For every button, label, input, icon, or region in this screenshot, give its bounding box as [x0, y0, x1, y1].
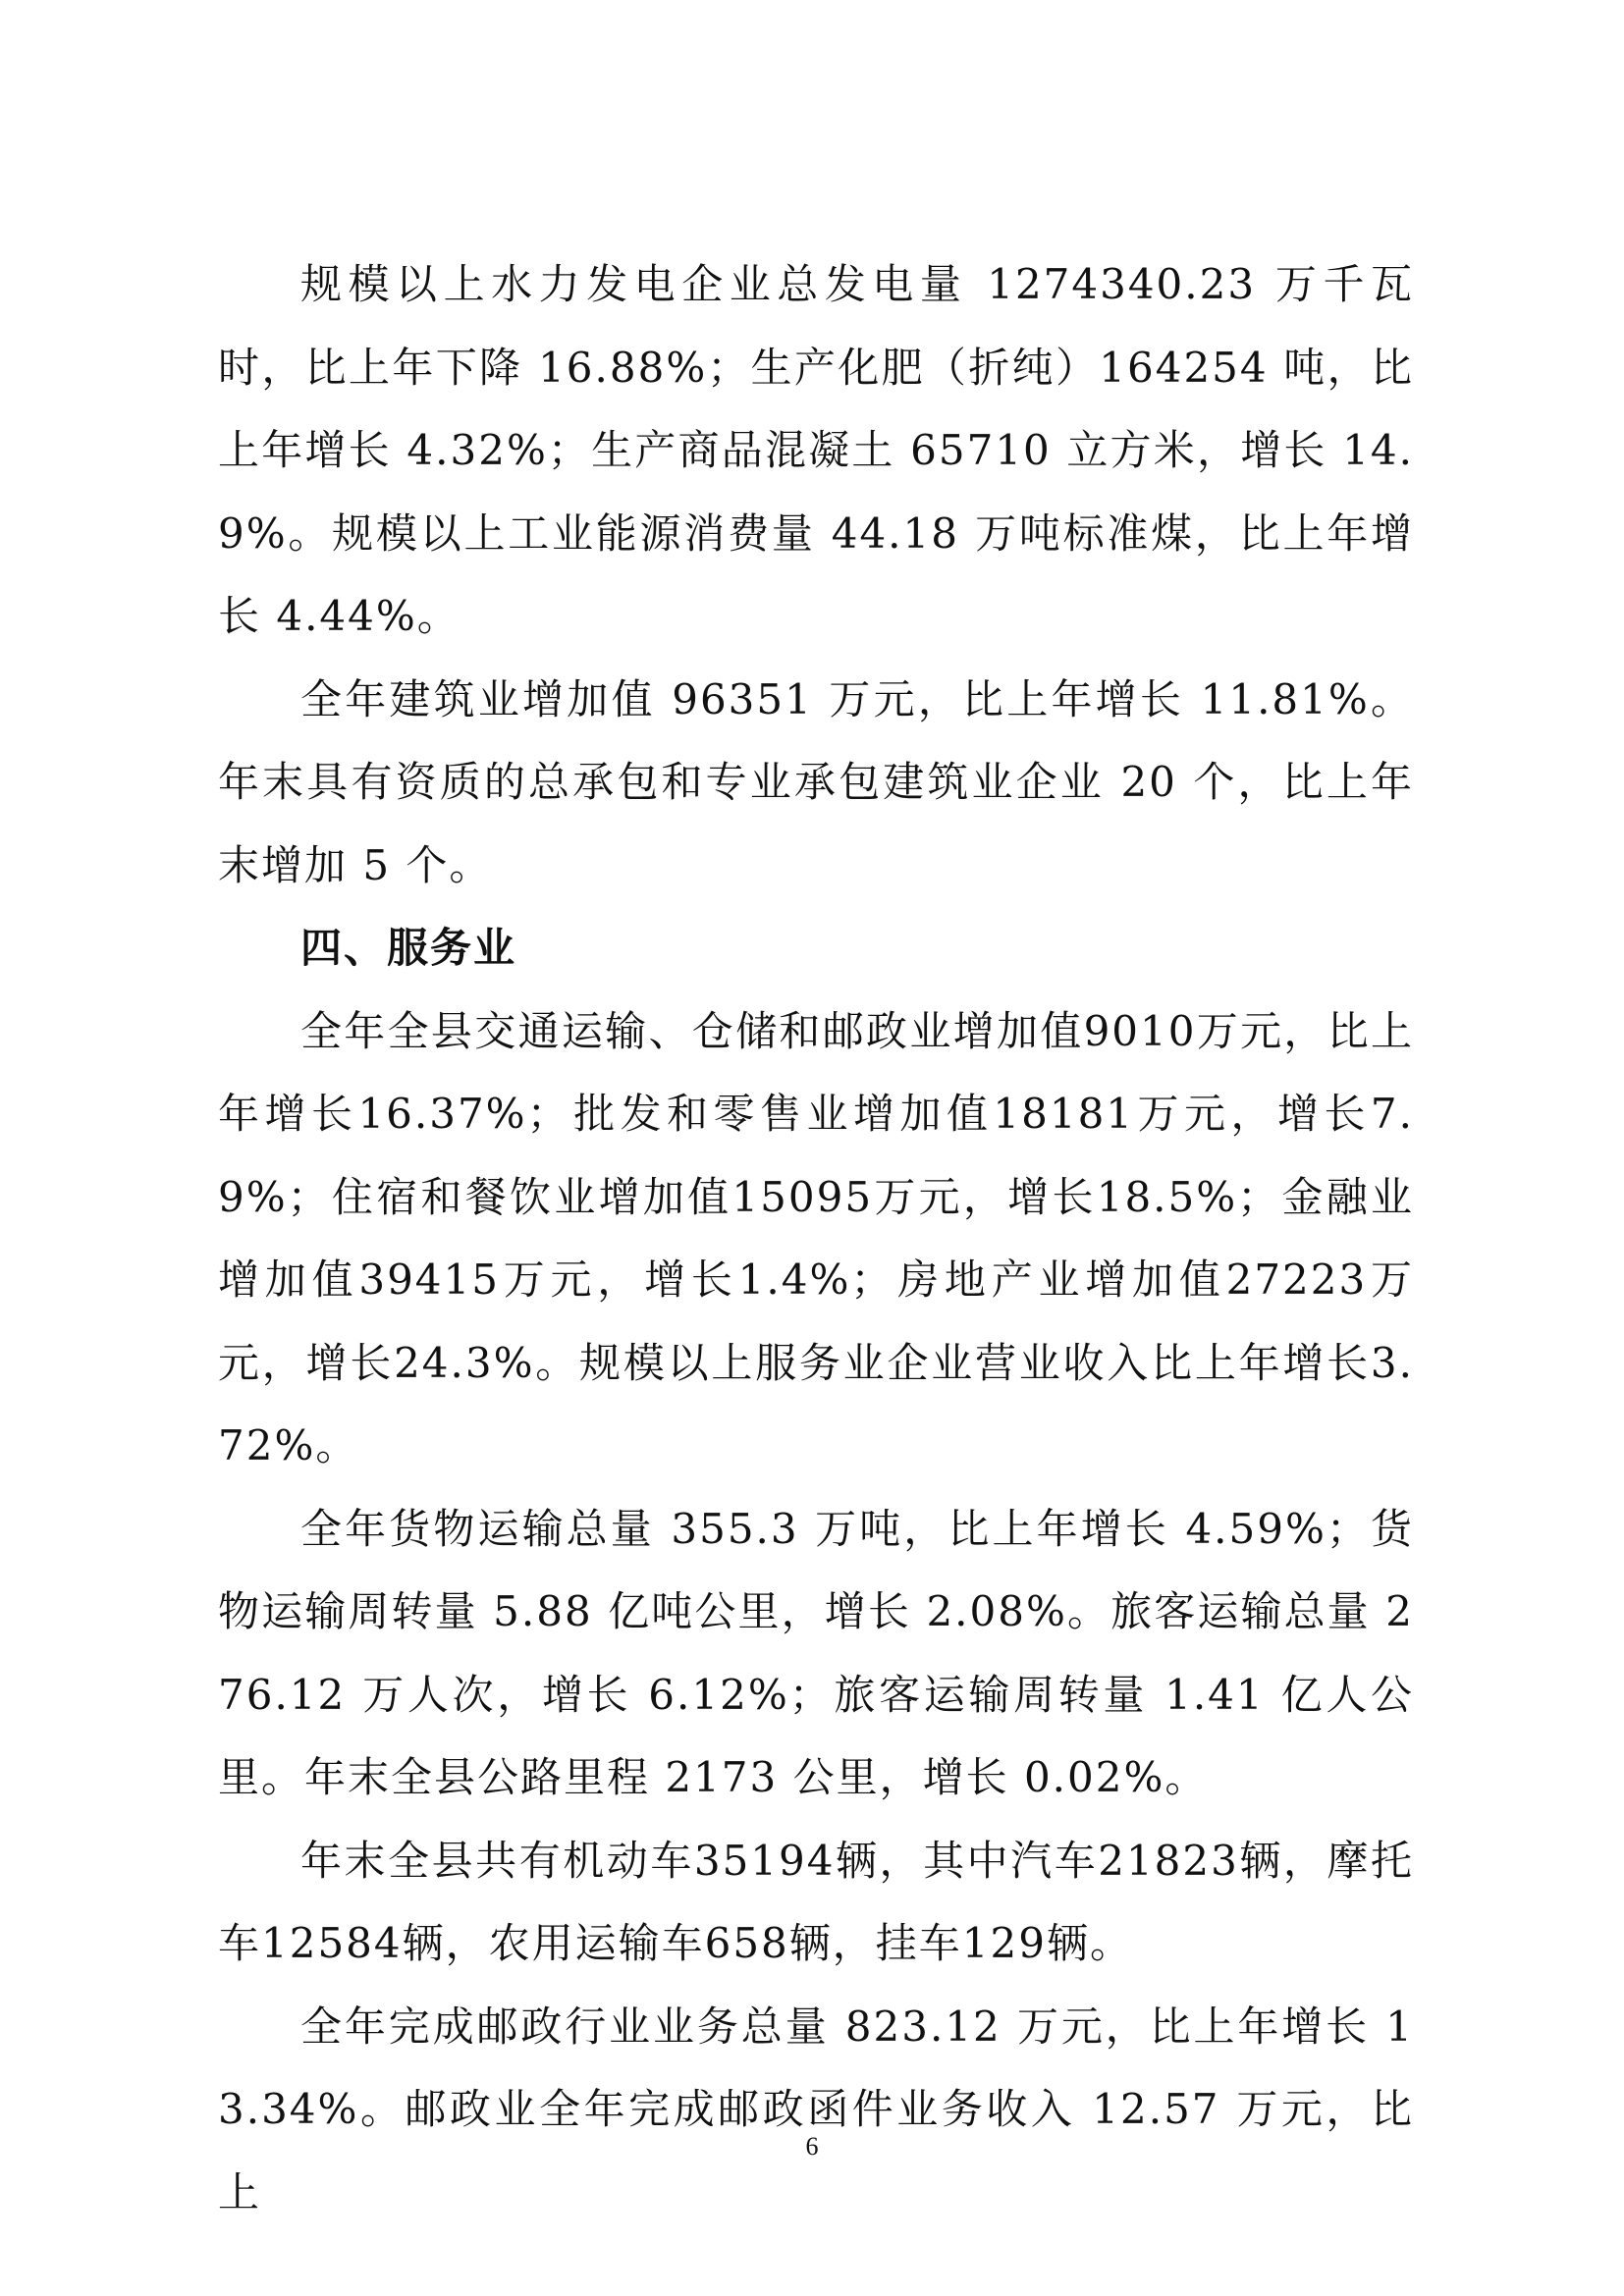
page-number: 6: [805, 2132, 819, 2161]
paragraph-industry-output: 规模以上水力发电企业总发电量 1274340.23 万千瓦时，比上年下降 16.88%；生产化肥（折纯）164254 吨，比上年增长 4.32%；生产商品混凝土 65710 立方米，增长 14.9%。规模以上工业能源消费量 44.18 万吨标准煤，比上年增长 4.44%。: [218, 260, 1414, 640]
paragraph-construction: 全年建筑业增加值 96351 万元，比上年增长 11.81%。年末具有资质的总承包和专业承包建筑业企业 20 个，比上年末增加 5 个。: [218, 674, 1414, 889]
paragraph-motor-vehicles: 年末全县共有机动车35194辆，其中汽车21823辆，摩托车12584辆，农用运输车658辆，挂车129辆。: [218, 1836, 1414, 1967]
paragraph-postal: 全年完成邮政行业业务总量 823.12 万元，比上年增长 13.34%。邮政业全年完成邮政函件业务收入 12.57 万元，比上: [218, 2002, 1414, 2216]
paragraph-service-value-added: 全年全县交通运输、仓储和邮政业增加值9010万元，比上年增长16.37%；批发和零售业增加值18181万元，增长7.9%；住宿和餐饮业增加值15095万元，增长18.5%；金融业增加值39415万元，增长1.4%；房地产业增加值27223万元，增长24.3%。规模以上服务业企业营业收入比上年增长3.72%。: [218, 1006, 1414, 1469]
section-heading-services: 四、服务业: [300, 924, 517, 972]
paragraph-transport: 全年货物运输总量 355.3 万吨，比上年增长 4.59%；货物运输周转量 5.88 亿吨公里，增长 2.08%。旅客运输总量 276.12 万人次，增长 6.12%；旅客运输周转量 1.41 亿人公里。年末全县公路里程 2173 公里，增长 0.02%。: [218, 1504, 1414, 1801]
document-body: [218, 243, 1414, 2234]
